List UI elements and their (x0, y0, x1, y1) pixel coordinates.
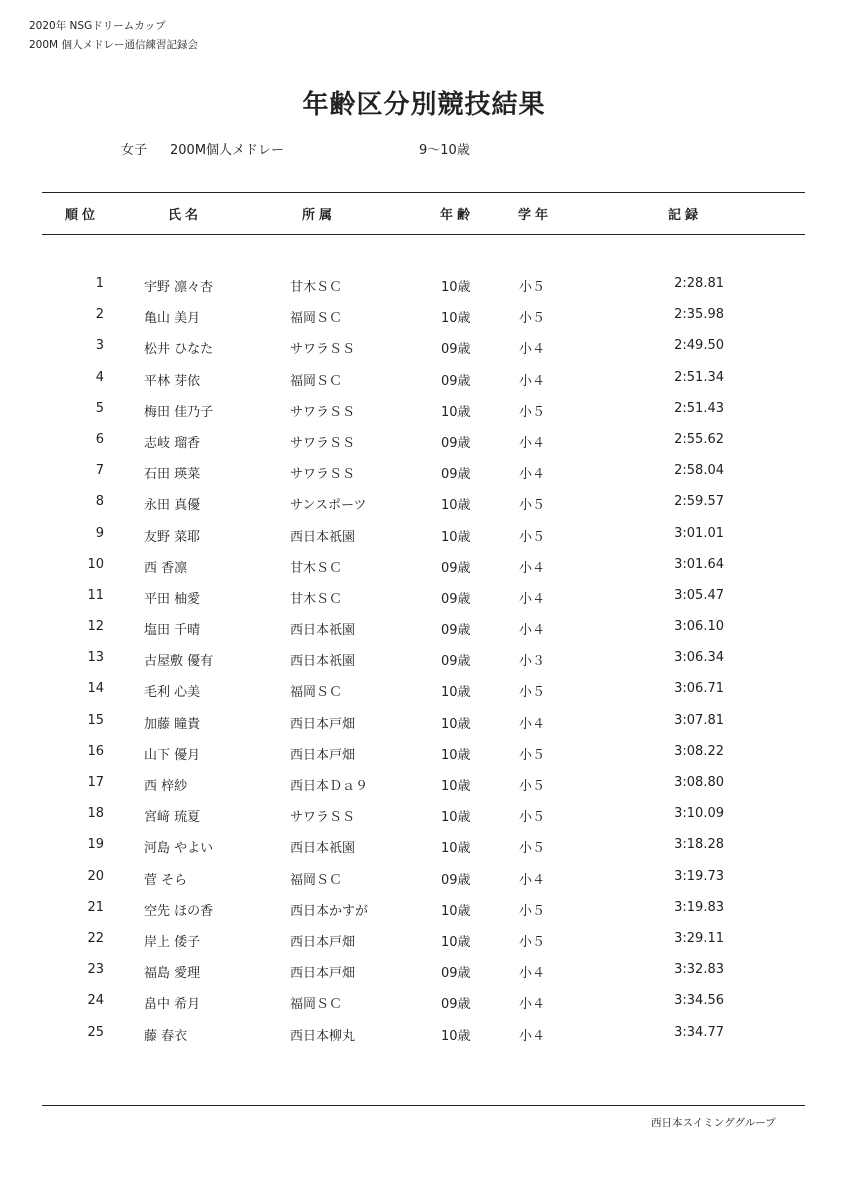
cell-record: 3:32.83 (674, 962, 724, 978)
cell-rank: 23 (87, 962, 104, 978)
cell-grade: 小３ (519, 654, 546, 670)
cell-age: 09歳 (441, 654, 471, 670)
cell-record: 2:59.57 (674, 494, 724, 510)
cell-record: 3:34.77 (674, 1024, 724, 1040)
cell-grade: 小４ (519, 716, 546, 732)
cell-name: 藤 春衣 (144, 1028, 188, 1044)
cell-record: 2:55.62 (674, 431, 724, 447)
cell-club: 西日本祇園 (290, 529, 356, 545)
cell-name: 石田 瑛菜 (144, 467, 201, 483)
cell-grade: 小５ (519, 498, 546, 514)
cell-name: 友野 菜耶 (144, 529, 201, 545)
cell-club: 西日本戸畑 (290, 966, 356, 982)
cell-name: 西 香凛 (144, 560, 188, 576)
cell-name: 宇野 凛々杏 (144, 280, 214, 295)
cell-record: 2:35.98 (674, 307, 724, 323)
cell-record: 3:01.64 (674, 556, 724, 572)
cell-name: 岸上 倭子 (144, 934, 201, 950)
cell-rank: 9 (95, 525, 104, 541)
event-age-group: 9〜10歳 (419, 143, 470, 158)
table-row (0, 549, 848, 580)
cell-age: 10歳 (441, 903, 471, 919)
cell-club: サンスポーツ (290, 498, 367, 514)
cell-club: サワラＳＳ (290, 810, 356, 826)
cell-name: 塩田 千晴 (144, 623, 201, 639)
cell-record: 2:51.34 (674, 369, 724, 385)
cell-club: 西日本戸畑 (290, 934, 356, 950)
cell-name: 西 梓紗 (144, 779, 188, 794)
column-header-age: 年齢 (440, 208, 475, 223)
cell-rank: 6 (95, 431, 104, 447)
cell-name: 平田 柚愛 (144, 591, 201, 607)
cell-grade: 小５ (519, 685, 546, 701)
cell-grade: 小４ (519, 435, 546, 451)
table-row (0, 424, 848, 455)
cell-club: 西日本戸畑 (290, 747, 356, 763)
cell-club: 甘木ＳＣ (290, 280, 343, 295)
cell-club: サワラＳＳ (290, 404, 356, 420)
cell-grade: 小４ (519, 997, 546, 1013)
results-table-body (0, 268, 848, 1048)
cell-age: 09歳 (441, 342, 471, 358)
cell-age: 10歳 (441, 1028, 471, 1044)
cell-club: 甘木ＳＣ (290, 591, 343, 607)
cell-club: 福岡ＳＣ (290, 872, 343, 888)
cell-age: 09歳 (441, 373, 471, 389)
cell-club: サワラＳＳ (290, 435, 356, 451)
organizer-name: 西日本スイミンググループ (651, 1117, 776, 1129)
cell-record: 2:28.81 (674, 276, 724, 291)
cell-grade: 小５ (519, 747, 546, 763)
cell-grade: 小４ (519, 342, 546, 358)
cell-club: 西日本祇園 (290, 841, 356, 857)
cell-age: 10歳 (441, 311, 471, 327)
cell-age: 09歳 (441, 623, 471, 639)
cell-record: 3:08.80 (674, 775, 724, 790)
cell-name: 亀山 美月 (144, 311, 201, 327)
cell-name: 加藤 瞳貴 (144, 716, 201, 732)
table-row (0, 362, 848, 393)
table-row (0, 767, 848, 798)
cell-club: 西日本Ｄａ９ (290, 779, 369, 794)
cell-record: 3:34.56 (674, 993, 724, 1009)
cell-record: 3:06.71 (674, 681, 724, 697)
cell-record: 2:51.43 (674, 400, 724, 416)
column-header-record: 記録 (668, 208, 703, 223)
cell-name: 宮﨑 琉夏 (144, 810, 201, 826)
cell-club: 西日本かすが (290, 903, 369, 919)
cell-club: 福岡ＳＣ (290, 685, 343, 701)
table-row (0, 892, 848, 923)
table-row (0, 486, 848, 517)
cell-club: 福岡ＳＣ (290, 311, 343, 327)
cell-name: 畠中 希月 (144, 997, 201, 1013)
cell-name: 永田 真優 (144, 498, 201, 514)
cell-club: 福岡ＳＣ (290, 997, 343, 1013)
cell-age: 09歳 (441, 467, 471, 483)
cell-age: 09歳 (441, 435, 471, 451)
cell-record: 3:08.22 (674, 743, 724, 759)
cell-rank: 17 (87, 775, 104, 790)
cell-name: 河島 やよい (144, 841, 214, 857)
cell-record: 2:58.04 (674, 463, 724, 479)
cell-name: 志岐 瑠香 (144, 435, 201, 451)
cell-rank: 25 (87, 1024, 104, 1040)
event-gender: 女子 (121, 143, 148, 158)
cell-name: 平林 芽依 (144, 373, 201, 389)
column-header-club: 所属 (302, 208, 337, 223)
cell-name: 松井 ひなた (144, 342, 214, 358)
cell-record: 3:07.81 (674, 712, 724, 728)
cell-rank: 11 (87, 587, 104, 603)
table-row (0, 455, 848, 486)
table-row (0, 923, 848, 954)
competition-name: 2020年 NSGドリームカップ (29, 20, 166, 32)
cell-record: 3:05.47 (674, 587, 724, 603)
cell-age: 10歳 (441, 498, 471, 514)
table-row (0, 829, 848, 860)
cell-age: 09歳 (441, 966, 471, 982)
cell-grade: 小４ (519, 1028, 546, 1044)
cell-grade: 小５ (519, 529, 546, 545)
cell-rank: 2 (95, 307, 104, 323)
cell-grade: 小５ (519, 779, 546, 794)
cell-record: 3:18.28 (674, 837, 724, 853)
table-header-rule (42, 234, 805, 235)
table-row (0, 954, 848, 985)
table-row (0, 642, 848, 673)
cell-age: 10歳 (441, 685, 471, 701)
cell-rank: 10 (87, 556, 104, 572)
table-row (0, 736, 848, 767)
cell-grade: 小５ (519, 404, 546, 420)
cell-grade: 小４ (519, 966, 546, 982)
cell-age: 10歳 (441, 404, 471, 420)
table-row (0, 798, 848, 829)
cell-grade: 小４ (519, 467, 546, 483)
cell-record: 2:49.50 (674, 338, 724, 354)
cell-rank: 7 (95, 463, 104, 479)
cell-club: 西日本柳丸 (290, 1028, 356, 1044)
table-row (0, 518, 848, 549)
cell-name: 空先 ほの香 (144, 903, 214, 919)
table-top-rule (42, 192, 805, 193)
cell-rank: 24 (87, 993, 104, 1009)
cell-name: 梅田 佳乃子 (144, 404, 214, 420)
cell-rank: 19 (87, 837, 104, 853)
cell-club: サワラＳＳ (290, 467, 356, 483)
cell-record: 3:06.34 (674, 650, 724, 666)
cell-rank: 4 (95, 369, 104, 385)
cell-rank: 16 (87, 743, 104, 759)
cell-rank: 13 (87, 650, 104, 666)
event-name: 200M個人メドレー (170, 143, 285, 158)
cell-grade: 小４ (519, 560, 546, 576)
page-title: 年齢区分別競技結果 (302, 90, 546, 120)
cell-rank: 8 (95, 494, 104, 510)
cell-name: 毛利 心美 (144, 685, 201, 701)
cell-name: 福島 愛理 (144, 966, 201, 982)
cell-grade: 小５ (519, 311, 546, 327)
table-row (0, 393, 848, 424)
table-row (0, 330, 848, 361)
cell-rank: 12 (87, 619, 104, 635)
cell-age: 09歳 (441, 997, 471, 1013)
cell-age: 10歳 (441, 841, 471, 857)
cell-record: 3:06.10 (674, 619, 724, 635)
cell-age: 10歳 (441, 280, 471, 295)
cell-grade: 小４ (519, 623, 546, 639)
table-row (0, 705, 848, 736)
cell-rank: 14 (87, 681, 104, 697)
cell-name: 菅 そら (144, 872, 188, 888)
cell-age: 09歳 (441, 560, 471, 576)
cell-record: 3:10.09 (674, 806, 724, 822)
cell-club: サワラＳＳ (290, 342, 356, 358)
cell-club: 西日本戸畑 (290, 716, 356, 732)
cell-grade: 小５ (519, 280, 546, 295)
cell-rank: 15 (87, 712, 104, 728)
column-header-grade: 学年 (518, 208, 553, 223)
cell-grade: 小５ (519, 934, 546, 950)
cell-rank: 5 (95, 400, 104, 416)
cell-rank: 1 (95, 276, 104, 291)
cell-age: 10歳 (441, 529, 471, 545)
cell-grade: 小４ (519, 373, 546, 389)
cell-rank: 18 (87, 806, 104, 822)
table-row (0, 268, 848, 299)
cell-age: 10歳 (441, 716, 471, 732)
column-header-rank: 順位 (65, 208, 100, 223)
cell-age: 10歳 (441, 810, 471, 826)
cell-record: 3:01.01 (674, 525, 724, 541)
column-header-name: 氏名 (168, 208, 203, 223)
cell-age: 10歳 (441, 779, 471, 794)
cell-grade: 小５ (519, 841, 546, 857)
table-row (0, 611, 848, 642)
cell-club: 西日本祇園 (290, 623, 356, 639)
cell-age: 09歳 (441, 591, 471, 607)
cell-name: 山下 優月 (144, 747, 201, 763)
cell-age: 10歳 (441, 934, 471, 950)
table-row (0, 299, 848, 330)
cell-record: 3:29.11 (674, 930, 724, 946)
cell-rank: 3 (95, 338, 104, 354)
cell-record: 3:19.83 (674, 899, 724, 915)
table-row (0, 580, 848, 611)
footer-rule (42, 1105, 805, 1106)
cell-rank: 22 (87, 930, 104, 946)
cell-rank: 21 (87, 899, 104, 915)
table-row (0, 673, 848, 704)
competition-subtitle: 200M 個人メドレー通信練習記録会 (29, 39, 198, 51)
cell-club: 甘木ＳＣ (290, 560, 343, 576)
cell-rank: 20 (87, 868, 104, 884)
table-row (0, 861, 848, 892)
table-row (0, 985, 848, 1016)
cell-name: 古屋敷 優有 (144, 654, 214, 670)
cell-record: 3:19.73 (674, 868, 724, 884)
cell-club: 福岡ＳＣ (290, 373, 343, 389)
table-row (0, 1017, 848, 1048)
cell-age: 10歳 (441, 747, 471, 763)
cell-age: 09歳 (441, 872, 471, 888)
cell-grade: 小４ (519, 591, 546, 607)
cell-grade: 小５ (519, 903, 546, 919)
cell-grade: 小５ (519, 810, 546, 826)
cell-club: 西日本祇園 (290, 654, 356, 670)
cell-grade: 小４ (519, 872, 546, 888)
